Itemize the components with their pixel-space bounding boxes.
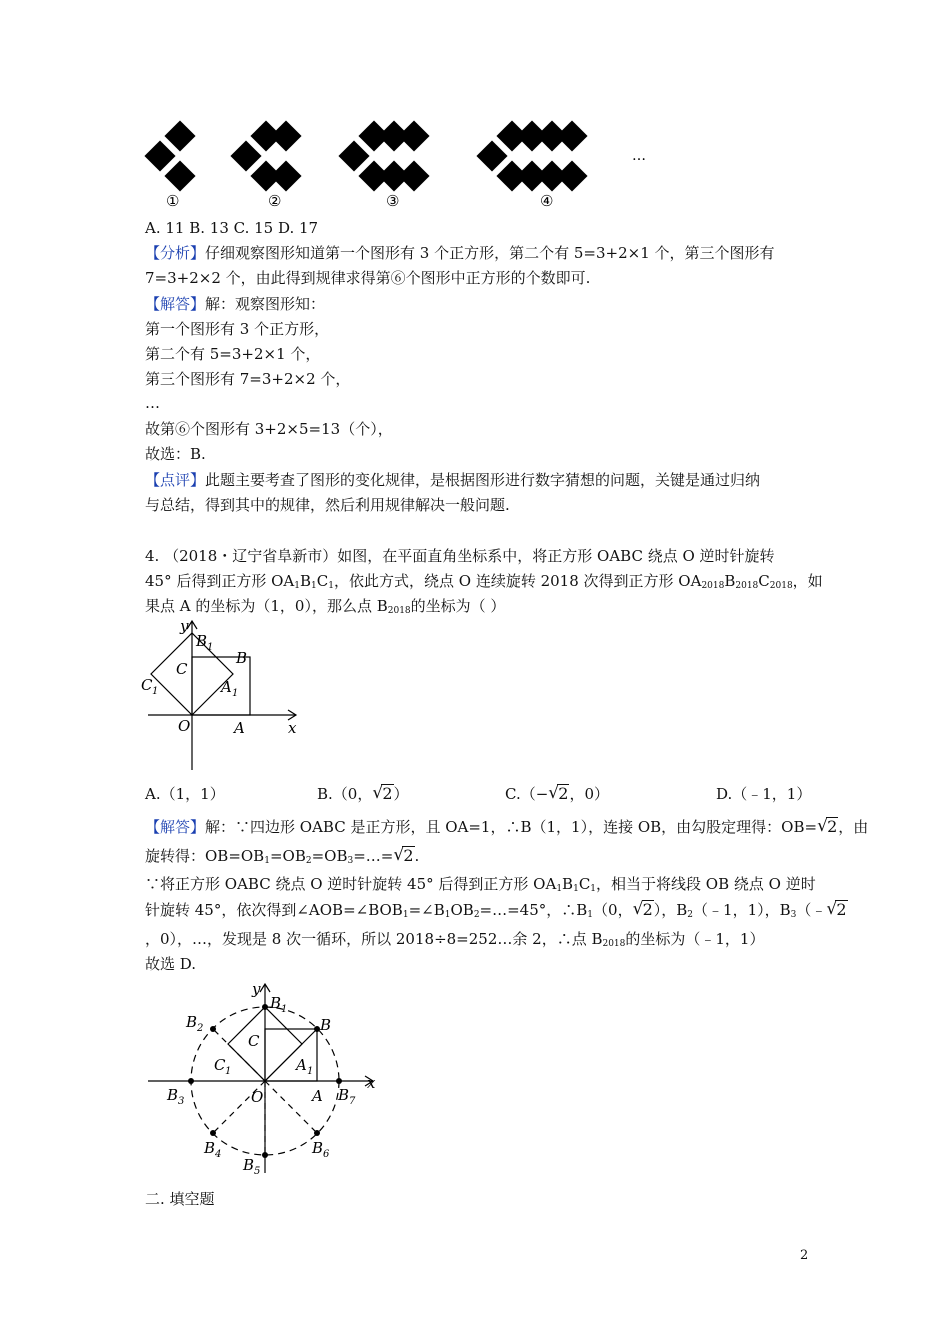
svg-text:A: A xyxy=(234,719,245,737)
q3-solution-line-4: 故第⑥个图形有 3+2×5=13（个）， xyxy=(145,420,393,438)
svg-text:1: 1 xyxy=(307,1066,314,1077)
svg-text:2: 2 xyxy=(197,1023,204,1034)
svg-text:6: 6 xyxy=(323,1149,330,1160)
svg-text:B: B xyxy=(312,1139,324,1157)
rotation-figure-2 xyxy=(140,978,390,1178)
pattern-label-4: ④ xyxy=(540,192,554,210)
rotation-figure-1 xyxy=(138,615,308,775)
q4-option-c: C.（− √ 2，0） xyxy=(505,783,610,803)
comment-tag: 【点评】 xyxy=(145,471,206,489)
svg-text:7: 7 xyxy=(349,1096,356,1107)
q4-solution-line-5: ，0），…，发现是 8 次一循环，所以 2018÷8=252…余 2，∴点 $B_{2018}$的坐标为（﹣1，1） xyxy=(145,930,765,949)
analysis-tag: 【分析】 xyxy=(145,244,206,262)
svg-text:1: 1 xyxy=(232,688,239,699)
q4-stem-line-1: 4. （2018・辽宁省阜新市）如图，在平面直角坐标系中，将正方形 OABC 绕点 O 逆时针旋转 xyxy=(145,547,775,565)
svg-text:O: O xyxy=(178,717,191,735)
svg-text:1: 1 xyxy=(152,686,159,697)
q3-comment-line-1: 【点评】此题主要考查了图形的变化规律，是根据图形进行数字猜想的问题，关键是通过归纳 xyxy=(145,471,761,489)
svg-text:B: B xyxy=(270,994,282,1012)
diamond-pattern-figure xyxy=(140,120,660,212)
svg-text:B: B xyxy=(236,649,248,667)
q3-solution-dots: … xyxy=(145,394,160,412)
page-number: 2 xyxy=(800,1248,809,1263)
svg-text:A: A xyxy=(221,678,232,696)
q3-choices: A. 11 B. 13 C. 15 D. 17 xyxy=(145,219,319,237)
svg-text:1: 1 xyxy=(281,1004,288,1015)
svg-text:B: B xyxy=(338,1086,350,1104)
q3-solution-intro: 【解答】解：观察图形知： xyxy=(145,295,326,313)
pattern-label-2: ② xyxy=(268,192,282,210)
q3-solution-line-1: 第一个图形有 3 个正方形， xyxy=(145,320,330,338)
svg-text:A: A xyxy=(296,1056,307,1074)
pattern-label-1: ① xyxy=(166,192,180,210)
svg-text:O: O xyxy=(251,1088,264,1106)
q4-solution-line-6: 故选 D. xyxy=(145,955,197,973)
svg-text:y: y xyxy=(252,980,261,998)
q4-solution-line-3: ∵将正方形 OABC 绕点 O 逆时针旋转 45° 后得到正方形 $OA_1B_1C_1$，相当于将线段 OB 绕点 O 逆时 xyxy=(145,875,816,894)
svg-text:C: C xyxy=(141,676,153,694)
svg-text:x: x xyxy=(367,1074,376,1092)
svg-text:x: x xyxy=(288,719,297,737)
q4-option-d: D.（﹣1，1） xyxy=(716,785,812,803)
q4-solution-line-4: 针旋转 45°，依次得到$\angle AOB=\angle BOB_1=\angle B_1OB_2=\dots=45^\circ$，$\therefore B_1(0$， √ 2），$B_2(﹣1$，1），$B_3(﹣$ √ 2 xyxy=(145,899,847,920)
svg-text:B: B xyxy=(204,1139,216,1157)
svg-text:A: A xyxy=(312,1087,323,1105)
svg-text:3: 3 xyxy=(178,1096,185,1107)
q4-option-a: A.（1，1） xyxy=(145,785,225,803)
q3-solution-line-3: 第三个图形有 7=3+2×2 个， xyxy=(145,370,351,388)
svg-text:5: 5 xyxy=(254,1166,261,1177)
svg-text:y: y xyxy=(180,617,189,635)
svg-text:C: C xyxy=(176,660,188,678)
svg-text:1: 1 xyxy=(207,642,214,653)
q3-comment-line-2: 与总结，得到其中的规律，然后利用规律解决一般问题. xyxy=(145,496,510,514)
q3-analysis-line-1: 【分析】仔细观察图形知道第一个图形有 3 个正方形，第二个有 5=3+2×1 个，第三个图形有 xyxy=(145,244,775,262)
q3-solution-line-5: 故选：B. xyxy=(145,445,206,463)
q4-option-b: B.（0， √ 2） xyxy=(317,783,409,803)
q4-stem-line-3: 果点 A 的坐标为（1，0），那么点 $B_{2018}$的坐标为（ ） xyxy=(145,597,506,616)
svg-text:C: C xyxy=(214,1056,226,1074)
q4-solution-line-2: 旋转得：$OB=OB_1=OB_2=OB_3=\dots=$ √ 2. xyxy=(145,845,420,866)
solution-tag: 【解答】 xyxy=(145,295,206,313)
svg-text:B: B xyxy=(243,1156,255,1174)
q3-solution-line-2: 第二个有 5=3+2×1 个， xyxy=(145,345,321,363)
pattern-label-3: ③ xyxy=(386,192,400,210)
svg-text:B: B xyxy=(167,1086,179,1104)
section-title-fill-in: 二. 填空题 xyxy=(145,1190,215,1208)
q4-stem-line-2: 45° 后得到正方形 $OA_1B_1C_1$，依此方式，绕点 O 连续旋转 2018 次得到正方形 $OA_{2018}B_{2018}C_{2018}$，如 xyxy=(145,572,823,591)
svg-text:1: 1 xyxy=(225,1066,232,1077)
q4-solution-line-1: 【解答】解：∵四边形 OABC 是正方形，且 OA=1，∴B（1，1），连接 OB，由勾股定理得：OB= √ 2，由 xyxy=(145,816,869,836)
svg-text:B: B xyxy=(196,632,208,650)
q3-analysis-line-2: 7=3+2×2 个，由此得到规律求得第⑥个图形中正方形的个数即可. xyxy=(145,269,591,287)
svg-text:B: B xyxy=(186,1013,198,1031)
pattern-ellipsis: … xyxy=(632,148,646,164)
svg-text:4: 4 xyxy=(215,1149,222,1160)
svg-text:C: C xyxy=(248,1032,260,1050)
svg-text:B: B xyxy=(320,1016,332,1034)
